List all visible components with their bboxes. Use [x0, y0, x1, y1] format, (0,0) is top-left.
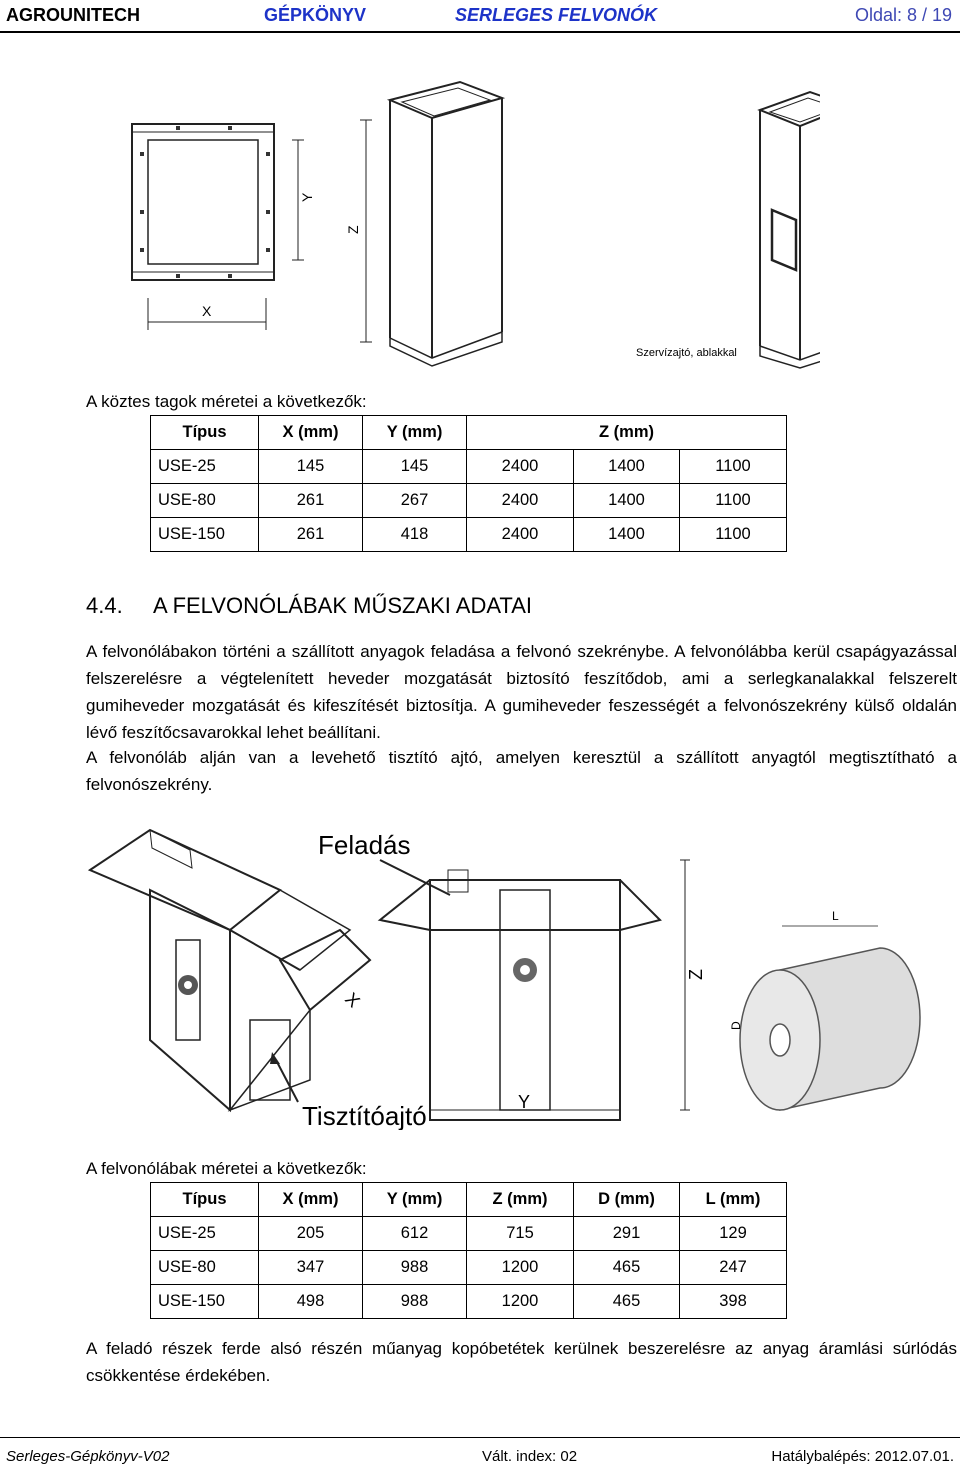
center-y-label: Y — [518, 1092, 531, 1112]
section-title: A FELVONÓLÁBAK MŰSZAKI ADATAI — [153, 593, 532, 618]
cleaning-door-label: Tisztítóajtó — [302, 1101, 427, 1130]
col-d: D (mm) — [574, 1183, 680, 1217]
col-type: Típus — [151, 416, 259, 450]
table-row — [151, 1251, 787, 1285]
dimension-z-label: Z — [345, 225, 361, 234]
cell-x: 498 — [259, 1285, 363, 1319]
cell-z: 1200 — [467, 1285, 574, 1319]
legs-table-intro: A felvonólábak méretei a következők: — [86, 1159, 367, 1178]
cell-z2: 1400 — [574, 518, 680, 552]
section-number: 4.4. — [86, 593, 123, 618]
cell-z: 715 — [467, 1217, 574, 1251]
intermediate-section-drawing — [120, 60, 820, 380]
cell-z3: 1100 — [680, 518, 787, 552]
cell-type: USE-80 — [151, 484, 259, 518]
table-header-row — [151, 416, 787, 450]
footer-divider — [0, 1437, 960, 1438]
table-row — [151, 518, 787, 552]
cell-y: 988 — [363, 1285, 467, 1319]
col-y: Y (mm) — [363, 416, 467, 450]
cell-y: 612 — [363, 1217, 467, 1251]
col-type: Típus — [151, 1183, 259, 1217]
cell-z2: 1400 — [574, 484, 680, 518]
cell-x: 145 — [259, 450, 363, 484]
cell-d: 291 — [574, 1217, 680, 1251]
cell-x: 261 — [259, 484, 363, 518]
service-door-callout: Szervízajtó, ablakkal — [636, 347, 737, 359]
intermediate-table-intro: A köztes tagok méretei a következők: — [86, 392, 367, 411]
table-header-row — [151, 1183, 787, 1217]
cell-type: USE-80 — [151, 1251, 259, 1285]
cell-d: 465 — [574, 1251, 680, 1285]
col-x: X (mm) — [259, 416, 363, 450]
cell-type: USE-25 — [151, 1217, 259, 1251]
drum-d-label: D — [729, 1021, 743, 1030]
section-paragraph-2: A felvonóláb alján van a levehető tisztító ajtó, amelyen keresztül a szállított anyagtól megtisztítható a felvonószekrény. — [86, 748, 957, 794]
dimension-x-label: X — [202, 303, 212, 319]
col-z: Z (mm) — [467, 1183, 574, 1217]
cell-x: 205 — [259, 1217, 363, 1251]
document-type: GÉPKÖNYV — [264, 5, 367, 25]
left-leg-x-label: X — [341, 988, 364, 1012]
footer-document-id: Serleges-Gépkönyv-V02 — [6, 1448, 170, 1465]
cell-z3: 1100 — [680, 484, 787, 518]
footer-effective-date: Hatálybalépés: 2012.07.01. — [771, 1448, 954, 1465]
footer-version: Vált. index: 02 — [482, 1448, 578, 1465]
cell-type: USE-150 — [151, 1285, 259, 1319]
cell-z1: 2400 — [467, 484, 574, 518]
cell-y: 145 — [363, 450, 467, 484]
section-paragraph-1: A felvonólábakon történi a szállított anyagok feladása a felvonó szekrénybe. A felvonólábba kerül csapágyazással felszerelésre a végtelenített heveder mozgatását biztosító feszítődob, ami a serlegkanalakkal felszerelt gumiheveder mozgatását és kifeszítését biztosítja. A gumiheveder feszességét a felvonószekrény külső oldalán lévő feszítőcsavarokkal lehet beállítani. — [86, 642, 957, 742]
cell-x: 261 — [259, 518, 363, 552]
col-y: Y (mm) — [363, 1183, 467, 1217]
document-title: SERLEGES FELVONÓK — [455, 5, 658, 25]
feed-label: Feladás — [318, 830, 411, 860]
col-x: X (mm) — [259, 1183, 363, 1217]
table-row — [151, 1217, 787, 1251]
cell-type: USE-150 — [151, 518, 259, 552]
cell-z3: 1100 — [680, 450, 787, 484]
company-name: AGROUNITECH — [6, 5, 140, 25]
page-number: Oldal: 8 / 19 — [854, 5, 952, 25]
intermediate-dimensions-table — [150, 415, 787, 552]
cell-d: 465 — [574, 1285, 680, 1319]
elevator-leg-drawing — [80, 820, 940, 1130]
cell-l: 129 — [680, 1217, 787, 1251]
cell-type: USE-25 — [151, 450, 259, 484]
page-header — [0, 0, 960, 32]
col-z: Z (mm) — [467, 416, 787, 450]
header-divider — [0, 31, 960, 33]
cell-y: 988 — [363, 1251, 467, 1285]
table-row — [151, 1285, 787, 1319]
col-l: L (mm) — [680, 1183, 787, 1217]
dimension-y-label: Y — [299, 192, 315, 202]
cell-y: 267 — [363, 484, 467, 518]
drum-l-label: L — [832, 909, 839, 923]
page-footer — [0, 1437, 960, 1465]
cell-x: 347 — [259, 1251, 363, 1285]
cell-l: 247 — [680, 1251, 787, 1285]
cell-z2: 1400 — [574, 450, 680, 484]
center-z-label: Z — [686, 969, 706, 980]
table-row — [151, 484, 787, 518]
table-row — [151, 450, 787, 484]
cell-y: 418 — [363, 518, 467, 552]
cell-z1: 2400 — [467, 450, 574, 484]
cell-z: 1200 — [467, 1251, 574, 1285]
legs-dimensions-table — [150, 1182, 787, 1319]
closing-paragraph: A feladó részek ferde alsó részén műanyag kopóbetétek kerülnek beszerelésre az anyag áramlási súrlódás csökkentése érdekében. — [86, 1339, 957, 1385]
cell-l: 398 — [680, 1285, 787, 1319]
cell-z1: 2400 — [467, 518, 574, 552]
